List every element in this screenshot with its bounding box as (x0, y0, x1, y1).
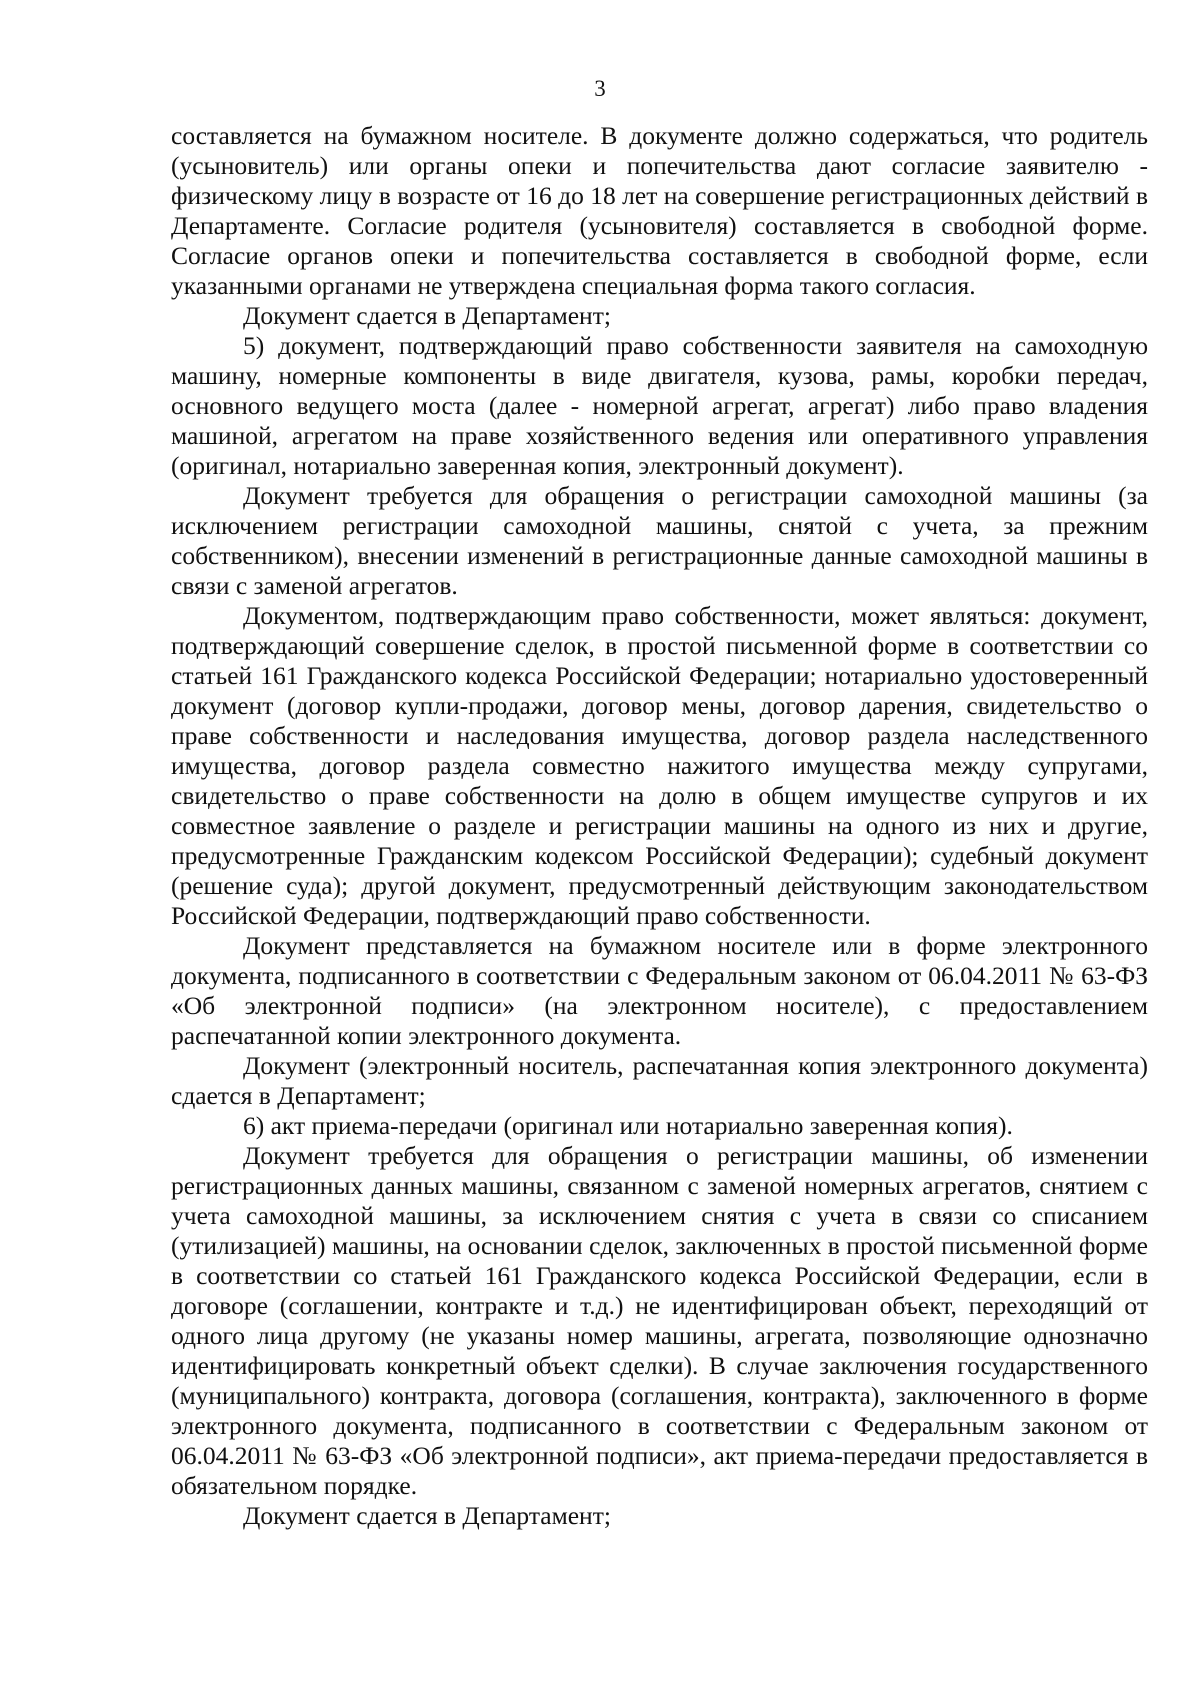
paragraph-electronic-form: Документ представляется на бумажном носителе или в форме электронного документа, подписанного в соответствии с Федеральным законом от 06.04.2011 № 63-ФЗ «Об электронной подписи» (на электронном носителе), с предоставлением распечатанной копии электронного документа. (171, 931, 1148, 1050)
paragraph-item-6: 6) акт приема-передачи (оригинал или нотариально заверенная копия). (243, 1111, 1013, 1140)
document-body (171, 121, 1148, 1531)
paragraph-submit-note-2: Документ (электронный носитель, распечатанная копия электронного документа) сдается в Департамент; (171, 1051, 1148, 1110)
paragraph-submit-note-3: Документ сдается в Департамент; (243, 1501, 611, 1530)
page-number: 3 (594, 76, 606, 101)
paragraph-item-5-requirement: Документ требуется для обращения о регистрации самоходной машины (за исключением регистрации самоходной машины, снятой с учета, за прежним собственником), внесении изменений в регистрационные данные самоходной машины в связи с заменой агрегатов. (171, 481, 1148, 600)
paragraph-submit-note-1: Документ сдается в Департамент; (243, 301, 611, 330)
paragraph-item-6-requirement: Документ требуется для обращения о регистрации машины, об изменении регистрационных данных машины, связанном с заменой номерных агрегатов, снятием с учета самоходной машины, за исключением снятия с учета в связи со списанием (утилизацией) машины, на основании сделок, заключенных в простой письменной форме в соответствии со статьей 161 Гражданского кодекса Российской Федерации, если в договоре (соглашении, контракте и т.д.) не идентифицирован объект, переходящий от одного лица другому (не указаны номер машины, агрегата, позволяющие однозначно идентифицировать конкретный объект сделки). В случае заключения государственного (муниципального) контракта, договора (соглашения, контракта), заключенного в форме электронного документа, подписанного в соответствии с Федеральным законом от 06.04.2011 № 63-ФЗ «Об электронной подписи», акт приема-передачи предоставляется в обязательном порядке. (171, 1141, 1148, 1500)
paragraph-item-5: 5) документ, подтверждающий право собственности заявителя на самоходную машину, номерные компоненты в виде двигателя, кузова, рамы, коробки передач, основного ведущего моста (далее - номерной агрегат, агрегат) либо право владения машиной, агрегатом на праве хозяйственного ведения или оперативного управления (оригинал, нотариально заверенная копия, электронный документ). (171, 331, 1148, 480)
paragraph-ownership-documents: Документом, подтверждающим право собственности, может являться: документ, подтверждающий совершение сделок, в простой письменной форме в соответствии со статьей 161 Гражданского кодекса Российской Федерации; нотариально удостоверенный документ (договор купли-продажи, договор мены, договор дарения, свидетельство о праве собственности и наследования имущества, договор раздела наследственного имущества, договор раздела совместно нажитого имущества между супругами, свидетельство о праве собственности на долю в общем имуществе супругов и их совместное заявление о разделе и регистрации машины на одного из них и другие, предусмотренные Гражданским кодексом Российской Федерации); судебный документ (решение суда); другой документ, предусмотренный действующим законодательством Российской Федерации, подтверждающий право собственности. (171, 601, 1148, 930)
paragraph-consent-continuation: составляется на бумажном носителе. В документе должно содержаться, что родитель (усыновитель) или органы опеки и попечительства дают согласие заявителю - физическому лицу в возрасте от 16 до 18 лет на совершение регистрационных действий в Департаменте. Согласие родителя (усыновителя) составляется в свободной форме. Согласие органов опеки и попечительства составляется в свободной форме, если указанными органами не утверждена специальная форма такого согласия. (171, 121, 1148, 300)
